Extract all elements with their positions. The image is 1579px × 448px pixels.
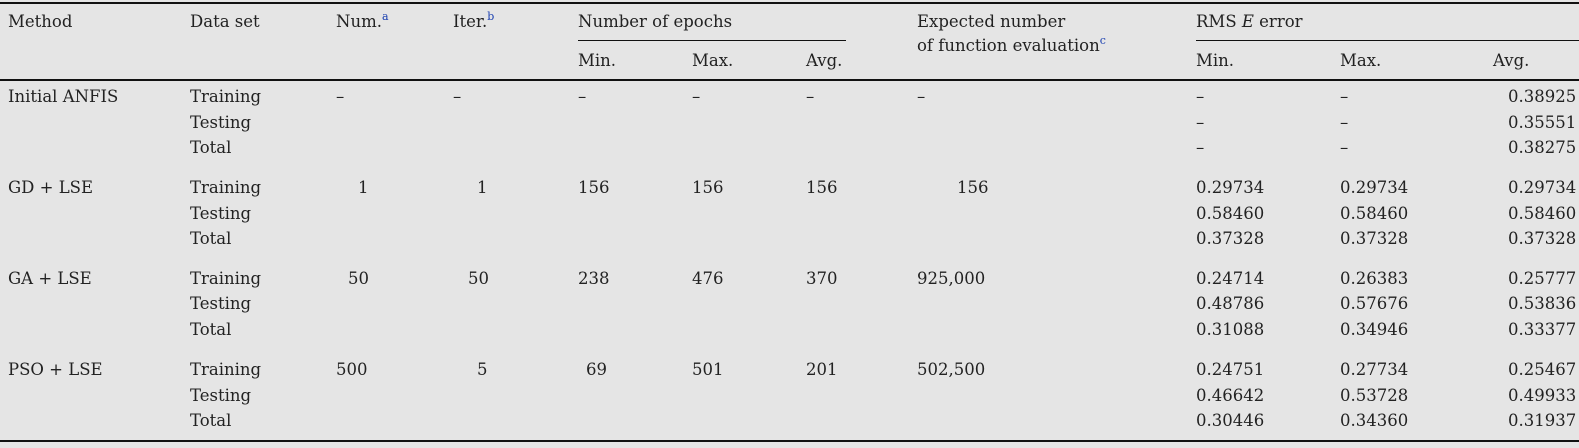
rms-max-cell: 0.34360 [1340,411,1409,430]
epoch-min-cell: 156 [578,178,610,197]
iter-cell: 50 [468,269,489,288]
rms-min-cell: – [1196,138,1205,157]
iter-cell: 1 [477,178,488,197]
rms-max-cell: 0.29734 [1340,178,1409,197]
dataset-cell: Total [190,320,232,339]
dataset-cell: Training [190,360,262,379]
rms-avg-cell: 0.25467 [1508,360,1577,379]
rms-max-cell: – [1340,138,1349,157]
rms-avg-cell: 0.38925 [1508,87,1577,106]
rms-avg-cell: 0.35551 [1508,113,1577,132]
rms-avg-cell: 0.31937 [1508,411,1577,430]
rms-avg-cell: 0.33377 [1508,320,1577,339]
rms-max-cell: – [1340,87,1349,106]
rms-max-cell: 0.34946 [1340,320,1409,339]
epoch-avg-cell: 370 [806,269,838,288]
epoch-avg-cell: 201 [806,360,838,379]
epochs-group-rule [578,40,846,41]
epoch-max-cell: 501 [692,360,724,379]
epoch-min-cell: – [578,87,587,106]
dataset-cell: Testing [190,113,252,132]
efe-cell: 925,000 [917,269,986,288]
epoch-avg-cell: 156 [806,178,838,197]
efe-cell: – [917,87,926,106]
header-rms-avg: Avg. [1493,51,1530,70]
rms-min-cell: 0.30446 [1196,411,1265,430]
rms-min-cell: – [1196,113,1205,132]
rms-min-cell: 0.29734 [1196,178,1265,197]
header-rms-min: Min. [1196,51,1235,70]
dataset-cell: Testing [190,386,252,405]
footnote-b[interactable]: b [487,10,495,23]
header-method: Method [8,12,73,31]
header-dataset: Data set [190,12,260,31]
header-efe-line2: of function evaluation$^c$ [917,34,1106,55]
rms-avg-cell: 0.38275 [1508,138,1577,157]
efe-cell: 156 [957,178,989,197]
top-rule [0,2,1579,4]
method-label: PSO + LSE [8,360,103,379]
rms-avg-cell: 0.49933 [1508,386,1577,405]
epoch-avg-cell: – [806,87,815,106]
rms-max-cell: 0.53728 [1340,386,1409,405]
rms-min-cell: 0.37328 [1196,229,1265,248]
header-efe-line1: Expected number [917,12,1066,31]
header-num: Num.$^a$ [336,10,389,31]
epoch-max-cell: 156 [692,178,724,197]
header-ep-avg: Avg. [806,51,843,70]
header-iter: Iter.$^b$ [453,10,495,31]
rms-min-cell: 0.58460 [1196,204,1265,223]
rms-min-cell: 0.46642 [1196,386,1265,405]
iter-cell: 5 [477,360,488,379]
header-ep-min: Min. [578,51,617,70]
header-rule [0,79,1579,81]
header-rms-max: Max. [1340,51,1382,70]
rms-max-cell: 0.37328 [1340,229,1409,248]
epoch-max-cell: 476 [692,269,724,288]
dataset-cell: Testing [190,204,252,223]
rms-group-rule [1196,40,1579,41]
dataset-cell: Total [190,229,232,248]
rms-avg-cell: 0.25777 [1508,269,1577,288]
bottom-rule [0,440,1579,442]
header-ep-max: Max. [692,51,734,70]
rms-avg-cell: 0.58460 [1508,204,1577,223]
rms-avg-cell: 0.29734 [1508,178,1577,197]
header-rms-group: RMS E error [1196,12,1303,31]
rms-avg-cell: 0.53836 [1508,294,1577,313]
num-cell: – [336,87,345,106]
rms-max-cell: 0.26383 [1340,269,1409,288]
rms-max-cell: 0.58460 [1340,204,1409,223]
footnote-c[interactable]: c [1099,34,1106,47]
dataset-cell: Training [190,269,262,288]
num-cell: 50 [348,269,369,288]
rms-max-cell: 0.57676 [1340,294,1409,313]
epoch-min-cell: 69 [586,360,607,379]
method-label: GD + LSE [8,178,94,197]
rms-min-cell: – [1196,87,1205,106]
rms-min-cell: 0.24714 [1196,269,1265,288]
epoch-min-cell: 238 [578,269,610,288]
dataset-cell: Training [190,178,262,197]
rms-min-cell: 0.24751 [1196,360,1265,379]
rms-avg-cell: 0.37328 [1508,229,1577,248]
dataset-cell: Training [190,87,262,106]
rms-max-cell: 0.27734 [1340,360,1409,379]
method-label: GA + LSE [8,269,92,288]
iter-cell: – [453,87,462,106]
rms-max-cell: – [1340,113,1349,132]
dataset-cell: Total [190,411,232,430]
efe-cell: 502,500 [917,360,986,379]
rms-min-cell: 0.31088 [1196,320,1265,339]
method-label: Initial ANFIS [8,87,119,106]
num-cell: 1 [358,178,369,197]
num-cell: 500 [336,360,368,379]
footnote-a[interactable]: a [381,10,389,23]
header-epochs-group: Number of epochs [578,12,733,31]
rms-min-cell: 0.48786 [1196,294,1265,313]
dataset-cell: Testing [190,294,252,313]
dataset-cell: Total [190,138,232,157]
epoch-max-cell: – [692,87,701,106]
